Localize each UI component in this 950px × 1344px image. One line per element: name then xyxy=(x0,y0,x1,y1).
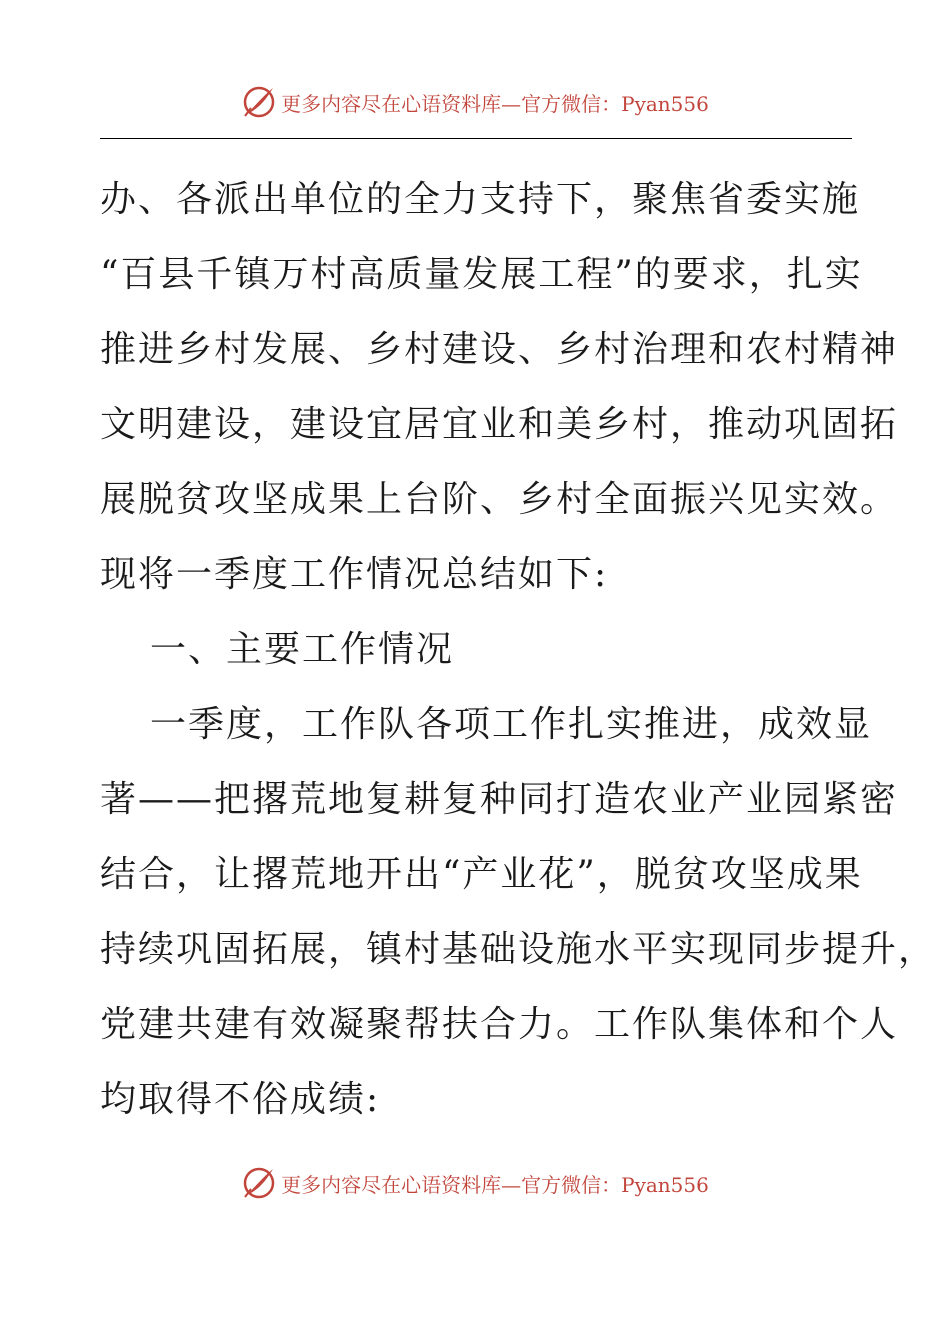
quill-pen-logo-icon xyxy=(241,84,277,120)
body-line: 结合，让撂荒地开出“产业花”，脱贫攻坚成果 xyxy=(100,854,863,895)
body-line: 推进乡村发展、乡村建设、乡村治理和农村精神 xyxy=(100,329,899,370)
body-line: 党建共建有效凝聚帮扶合力。工作队集体和个人 xyxy=(100,1004,899,1045)
body-line: 持续巩固拓展，镇村基础设施水平实现同步提升， xyxy=(100,929,937,970)
body-line: 著——把撂荒地复耕复种同打造农业产业园紧密 xyxy=(100,779,899,820)
body-line: 现将一季度工作情况总结如下: xyxy=(100,554,609,595)
body-line: 文明建设，建设宜居宜业和美乡村，推动巩固拓 xyxy=(100,404,899,445)
header-banner xyxy=(0,82,950,122)
document-body xyxy=(100,162,937,1137)
quill-pen-logo-icon xyxy=(241,1165,277,1201)
body-line: “百县千镇万村高质量发展工程”的要求，扎实 xyxy=(100,254,863,295)
header-banner-text: 更多内容尽在心语资料库—官方微信：Pyan556 xyxy=(281,91,709,116)
body-line: 均取得不俗成绩: xyxy=(100,1079,381,1120)
body-line: 展脱贫攻坚成果上台阶、乡村全面振兴见实效。 xyxy=(100,479,899,520)
header-divider xyxy=(100,138,852,139)
body-line: 一季度，工作队各项工作扎实推进，成效显 xyxy=(150,704,873,745)
footer-banner xyxy=(0,1163,950,1203)
footer-banner-text: 更多内容尽在心语资料库—官方微信：Pyan556 xyxy=(281,1172,709,1197)
section-heading: 一、主要工作情况 xyxy=(150,629,455,670)
body-line: 办、各派出单位的全力支持下，聚焦省委实施 xyxy=(100,179,861,220)
